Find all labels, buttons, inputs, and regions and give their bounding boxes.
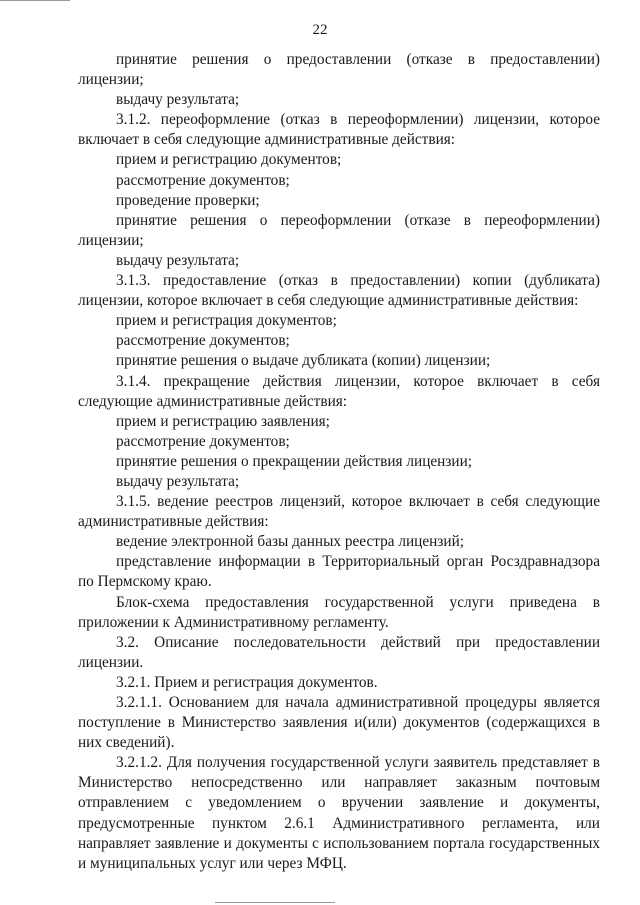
paragraph: принятие решения о выдаче дубликата (копии) лицензии; — [116, 352, 491, 370]
paragraph: выдачу результата; — [116, 91, 240, 109]
paragraph: проведение проверки; — [116, 191, 260, 209]
paragraph: рассмотрение документов; — [116, 432, 290, 450]
document-body — [78, 50, 600, 874]
paragraph: выдачу результата; — [116, 472, 240, 490]
paragraph: прием и регистрацию документов; — [116, 151, 342, 169]
paragraph: ведение электронной базы данных реестра лицензий; — [116, 533, 465, 551]
paragraph: 3.2.1. Прием и регистрация документов. — [116, 673, 378, 691]
paragraph: принятие решения о прекращении действия лицензии; — [116, 452, 473, 470]
paragraph: выдачу результата; — [116, 251, 240, 269]
paragraph: 3.1.4. прекращение действия лицензии, которое включает в себя следующие административные действия: — [78, 372, 600, 410]
page-number: 22 — [312, 22, 328, 38]
paragraph: прием и регистрацию заявления; — [116, 412, 330, 430]
paragraph: 3.1.2. переоформление (отказ в переоформлении) лицензии, которое включает в себя следующие административные действия: — [78, 111, 600, 149]
paragraph: 3.1.5. ведение реестров лицензий, которое включает в себя следующие административные действия: — [78, 493, 600, 531]
scan-edge-mark — [0, 0, 70, 1]
paragraph: 3.2.1.2. Для получения государственной услуги заявитель представляет в Министерство непосредственно или направляет заказным почтовым отправлением с уведомлением о вручении заявление и документы, предусмотренные пунктом 2.6.1 Административного регламента, или направляет заявление и документы с использованием портала государственных и муниципальных услуг или через МФЦ. — [78, 754, 600, 872]
paragraph: представление информации в Территориальный орган Росздравнадзора по Пермскому краю. — [78, 553, 600, 591]
paragraph: принятие решения о предоставлении (отказе в предоставлении) лицензии; — [78, 51, 600, 89]
paragraph: Блок-схема предоставления государственной услуги приведена в приложении к Административному регламенту. — [78, 593, 600, 631]
paragraph: 3.2.1.1. Основанием для начала административной процедуры является поступление в Министерство заявления и(или) документов (содержащихся в них сведений). — [78, 694, 600, 752]
paragraph: рассмотрение документов; — [116, 171, 290, 189]
paragraph: 3.2. Описание последовательности действий при предоставлении лицензии. — [78, 633, 600, 671]
paragraph: рассмотрение документов; — [116, 332, 290, 350]
paragraph: прием и регистрация документов; — [116, 312, 337, 330]
paragraph: принятие решения о переоформлении (отказе в переоформлении) лицензии; — [78, 211, 600, 249]
scan-edge-mark — [215, 902, 335, 903]
paragraph: 3.1.3. предоставление (отказ в предоставлении) копии (дубликата) лицензии, которое включает в себя следующие административные действия: — [78, 272, 600, 310]
